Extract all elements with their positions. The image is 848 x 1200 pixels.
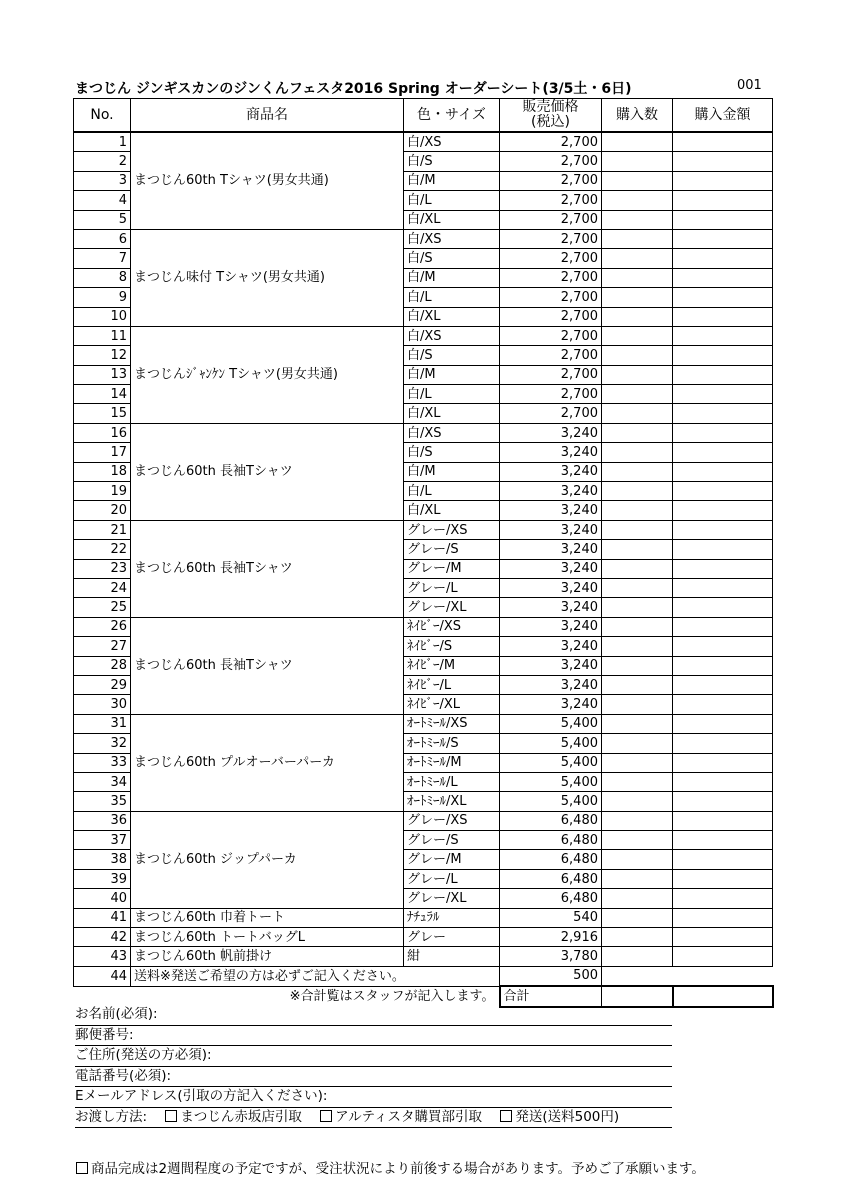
item-number: 25 bbox=[74, 598, 131, 617]
price: 3,780 bbox=[500, 947, 602, 966]
price: 2,700 bbox=[500, 132, 602, 152]
quantity-cell[interactable] bbox=[602, 928, 673, 947]
quantity-cell[interactable] bbox=[602, 385, 673, 404]
quantity-cell[interactable] bbox=[602, 753, 673, 772]
item-number: 15 bbox=[74, 404, 131, 423]
item-number: 3 bbox=[74, 171, 131, 190]
table-row bbox=[74, 326, 773, 345]
checkbox-icon[interactable] bbox=[320, 1110, 332, 1122]
product-name: まつじん60th トートバッグL bbox=[131, 928, 404, 947]
total-note: ※合計覧はスタッフが記入します。 bbox=[289, 989, 495, 1005]
item-number: 39 bbox=[74, 869, 131, 888]
color-size: 白/XS bbox=[404, 229, 500, 248]
quantity-cell[interactable] bbox=[602, 171, 673, 190]
email-field[interactable] bbox=[75, 1087, 672, 1108]
amount-cell[interactable] bbox=[673, 772, 773, 791]
amount-cell[interactable] bbox=[673, 501, 773, 520]
amount-cell[interactable] bbox=[673, 831, 773, 850]
product-name: まつじん60th 長袖Tシャツ bbox=[131, 423, 404, 520]
sheet-title: まつじん ジンギスカンのジンくんフェスタ2016 Spring オーダーシート(3/5土・6日) bbox=[75, 81, 632, 97]
color-size: ﾅﾁｭﾗﾙ bbox=[404, 908, 500, 927]
price: 3,240 bbox=[500, 462, 602, 481]
quantity-cell[interactable] bbox=[602, 598, 673, 617]
color-size: 白/S bbox=[404, 346, 500, 365]
price: 6,480 bbox=[500, 869, 602, 888]
product-name: まつじん60th 長袖Tシャツ bbox=[131, 520, 404, 617]
address-label: ご住所(発送の方必須): bbox=[75, 1047, 212, 1063]
amount-cell[interactable] bbox=[673, 307, 773, 326]
amount-cell[interactable] bbox=[673, 908, 773, 927]
item-number: 28 bbox=[74, 656, 131, 675]
item-number: 11 bbox=[74, 326, 131, 345]
quantity-cell[interactable] bbox=[602, 559, 673, 578]
color-size: ﾈｲﾋﾞｰ/M bbox=[404, 656, 500, 675]
shipping-extra-cell bbox=[602, 966, 773, 986]
amount-cell[interactable] bbox=[673, 443, 773, 462]
quantity-cell[interactable] bbox=[602, 482, 673, 501]
color-size: ｵｰﾄﾐｰﾙ/L bbox=[404, 772, 500, 791]
quantity-cell[interactable] bbox=[602, 501, 673, 520]
color-size: 白/M bbox=[404, 462, 500, 481]
table-row bbox=[74, 908, 773, 927]
total-qty-cell[interactable] bbox=[602, 986, 673, 1006]
color-size: ｵｰﾄﾐｰﾙ/M bbox=[404, 753, 500, 772]
amount-cell[interactable] bbox=[673, 734, 773, 753]
checkbox-icon[interactable] bbox=[165, 1110, 177, 1122]
color-size: グレー/S bbox=[404, 831, 500, 850]
price: 3,240 bbox=[500, 675, 602, 694]
checkbox-icon[interactable] bbox=[500, 1110, 512, 1122]
col-header-variant: 色・サイズ bbox=[404, 99, 500, 133]
quantity-cell[interactable] bbox=[602, 520, 673, 539]
color-size: ﾈｲﾋﾞｰ/S bbox=[404, 637, 500, 656]
color-size: 白/M bbox=[404, 268, 500, 287]
price: 2,700 bbox=[500, 404, 602, 423]
item-number: 20 bbox=[74, 501, 131, 520]
price: 3,240 bbox=[500, 559, 602, 578]
item-number: 44 bbox=[74, 966, 131, 986]
item-number: 36 bbox=[74, 811, 131, 830]
item-number: 22 bbox=[74, 540, 131, 559]
table-row bbox=[74, 617, 773, 636]
price: 3,240 bbox=[500, 520, 602, 539]
item-number: 5 bbox=[74, 210, 131, 229]
amount-cell[interactable] bbox=[673, 792, 773, 811]
col-header-no: No. bbox=[74, 99, 131, 133]
price: 5,400 bbox=[500, 753, 602, 772]
color-size: 紺 bbox=[404, 947, 500, 966]
amount-cell[interactable] bbox=[673, 675, 773, 694]
quantity-cell[interactable] bbox=[602, 423, 673, 442]
quantity-cell[interactable] bbox=[602, 462, 673, 481]
amount-cell[interactable] bbox=[673, 482, 773, 501]
item-number: 17 bbox=[74, 443, 131, 462]
amount-cell[interactable] bbox=[673, 811, 773, 830]
amount-cell[interactable] bbox=[673, 869, 773, 888]
quantity-cell[interactable] bbox=[602, 229, 673, 248]
item-number: 34 bbox=[74, 772, 131, 791]
item-number: 4 bbox=[74, 191, 131, 210]
price: 3,240 bbox=[500, 501, 602, 520]
amount-cell[interactable] bbox=[673, 346, 773, 365]
phone-field[interactable] bbox=[75, 1067, 672, 1088]
color-size: ｵｰﾄﾐｰﾙ/S bbox=[404, 734, 500, 753]
item-number: 24 bbox=[74, 578, 131, 597]
order-table bbox=[73, 98, 774, 1008]
amount-cell[interactable] bbox=[673, 365, 773, 384]
col-header-amount: 購入金額 bbox=[673, 99, 773, 133]
price: 5,400 bbox=[500, 714, 602, 733]
postal-code-label: 郵便番号: bbox=[75, 1026, 134, 1043]
color-size: ﾈｲﾋﾞｰ/XL bbox=[404, 695, 500, 714]
quantity-cell[interactable] bbox=[602, 288, 673, 307]
delivery-method bbox=[75, 1108, 672, 1129]
delivery-label: お渡し方法: bbox=[75, 1108, 148, 1125]
item-number: 41 bbox=[74, 908, 131, 927]
price: 6,480 bbox=[500, 889, 602, 908]
color-size: ｵｰﾄﾐｰﾙ/XS bbox=[404, 714, 500, 733]
color-size: グレー/M bbox=[404, 559, 500, 578]
shipping-label: 送料※発送ご希望の方は必ずご記入ください。 bbox=[131, 966, 500, 986]
quantity-cell[interactable] bbox=[602, 443, 673, 462]
delivery-option-label: まつじん赤坂店引取 bbox=[180, 1108, 302, 1125]
color-size: グレー bbox=[404, 928, 500, 947]
color-size: 白/M bbox=[404, 365, 500, 384]
price: 2,700 bbox=[500, 229, 602, 248]
amount-cell[interactable] bbox=[673, 385, 773, 404]
item-number: 29 bbox=[74, 675, 131, 694]
price: 3,240 bbox=[500, 482, 602, 501]
item-number: 37 bbox=[74, 831, 131, 850]
color-size: 白/S bbox=[404, 249, 500, 268]
quantity-cell[interactable] bbox=[602, 889, 673, 908]
item-number: 10 bbox=[74, 307, 131, 326]
amount-cell[interactable] bbox=[673, 637, 773, 656]
item-number: 43 bbox=[74, 947, 131, 966]
color-size: 白/XL bbox=[404, 210, 500, 229]
item-number: 14 bbox=[74, 385, 131, 404]
quantity-cell[interactable] bbox=[602, 249, 673, 268]
col-header-qty: 購入数 bbox=[602, 99, 673, 133]
quantity-cell[interactable] bbox=[602, 617, 673, 636]
item-number: 6 bbox=[74, 229, 131, 248]
price: 3,240 bbox=[500, 578, 602, 597]
color-size: 白/M bbox=[404, 171, 500, 190]
price: 2,700 bbox=[500, 210, 602, 229]
table-row bbox=[74, 132, 773, 152]
color-size: グレー/S bbox=[404, 540, 500, 559]
amount-cell[interactable] bbox=[673, 171, 773, 190]
email-label: Eメールアドレス(引取の方記入ください): bbox=[75, 1088, 328, 1104]
name-field[interactable] bbox=[75, 1005, 672, 1026]
amount-cell[interactable] bbox=[673, 928, 773, 947]
product-name: まつじん60th Tシャツ(男女共通) bbox=[131, 132, 404, 229]
amount-cell[interactable] bbox=[673, 540, 773, 559]
amount-cell[interactable] bbox=[673, 249, 773, 268]
amount-cell[interactable] bbox=[673, 210, 773, 229]
item-number: 32 bbox=[74, 734, 131, 753]
amount-cell[interactable] bbox=[673, 423, 773, 442]
item-number: 23 bbox=[74, 559, 131, 578]
price: 2,916 bbox=[500, 928, 602, 947]
table-row bbox=[74, 928, 773, 947]
table-row bbox=[74, 811, 773, 830]
price: 3,240 bbox=[500, 656, 602, 675]
item-number: 8 bbox=[74, 268, 131, 287]
product-name: まつじん60th ジップパーカ bbox=[131, 811, 404, 908]
quantity-cell[interactable] bbox=[602, 346, 673, 365]
quantity-cell[interactable] bbox=[602, 637, 673, 656]
price: 2,700 bbox=[500, 365, 602, 384]
quantity-cell[interactable] bbox=[602, 578, 673, 597]
amount-cell[interactable] bbox=[673, 617, 773, 636]
color-size: 白/L bbox=[404, 288, 500, 307]
amount-cell[interactable] bbox=[673, 714, 773, 733]
quantity-cell[interactable] bbox=[602, 404, 673, 423]
quantity-cell[interactable] bbox=[602, 831, 673, 850]
price: 3,240 bbox=[500, 423, 602, 442]
amount-cell[interactable] bbox=[673, 404, 773, 423]
item-number: 21 bbox=[74, 520, 131, 539]
amount-cell[interactable] bbox=[673, 191, 773, 210]
total-row bbox=[74, 986, 773, 1006]
price: 3,240 bbox=[500, 598, 602, 617]
color-size: 白/XS bbox=[404, 132, 500, 152]
color-size: ﾈｲﾋﾞｰ/XS bbox=[404, 617, 500, 636]
amount-cell[interactable] bbox=[673, 598, 773, 617]
item-number: 7 bbox=[74, 249, 131, 268]
price: 2,700 bbox=[500, 346, 602, 365]
table-row bbox=[74, 947, 773, 966]
color-size: 白/S bbox=[404, 152, 500, 171]
amount-cell[interactable] bbox=[673, 559, 773, 578]
item-number: 38 bbox=[74, 850, 131, 869]
item-number: 2 bbox=[74, 152, 131, 171]
price: 2,700 bbox=[500, 288, 602, 307]
color-size: 白/L bbox=[404, 482, 500, 501]
amount-cell[interactable] bbox=[673, 753, 773, 772]
item-number: 31 bbox=[74, 714, 131, 733]
price: 2,700 bbox=[500, 385, 602, 404]
quantity-cell[interactable] bbox=[602, 326, 673, 345]
amount-cell[interactable] bbox=[673, 947, 773, 966]
shipping-row bbox=[74, 966, 773, 986]
total-amount-cell[interactable] bbox=[673, 986, 773, 1006]
delivery-option-artista[interactable] bbox=[320, 1109, 482, 1125]
quantity-cell[interactable] bbox=[602, 152, 673, 171]
product-name: まつじん60th 長袖Tシャツ bbox=[131, 617, 404, 714]
footnote bbox=[76, 1157, 705, 1177]
document-number: 001 bbox=[737, 78, 762, 93]
color-size: 白/S bbox=[404, 443, 500, 462]
price: 5,400 bbox=[500, 792, 602, 811]
table-row bbox=[74, 714, 773, 733]
col-header-product: 商品名 bbox=[131, 99, 404, 133]
item-number: 1 bbox=[74, 132, 131, 152]
color-size: ｵｰﾄﾐｰﾙ/XL bbox=[404, 792, 500, 811]
amount-cell[interactable] bbox=[673, 288, 773, 307]
price: 3,240 bbox=[500, 443, 602, 462]
product-name: まつじん味付 Tシャツ(男女共通) bbox=[131, 229, 404, 326]
quantity-cell[interactable] bbox=[602, 191, 673, 210]
item-number: 42 bbox=[74, 928, 131, 947]
color-size: 白/XL bbox=[404, 307, 500, 326]
item-number: 18 bbox=[74, 462, 131, 481]
item-number: 35 bbox=[74, 792, 131, 811]
quantity-cell[interactable] bbox=[602, 869, 673, 888]
color-size: ﾈｲﾋﾞｰ/L bbox=[404, 675, 500, 694]
quantity-cell[interactable] bbox=[602, 734, 673, 753]
price: 6,480 bbox=[500, 850, 602, 869]
color-size: 白/XL bbox=[404, 404, 500, 423]
amount-cell[interactable] bbox=[673, 326, 773, 345]
amount-cell[interactable] bbox=[673, 462, 773, 481]
amount-cell[interactable] bbox=[673, 520, 773, 539]
product-name: まつじんｼﾞｬﾝｹﾝ Tシャツ(男女共通) bbox=[131, 326, 404, 423]
price: 2,700 bbox=[500, 326, 602, 345]
checkbox-icon bbox=[76, 1162, 88, 1174]
color-size: 白/L bbox=[404, 385, 500, 404]
price: 3,240 bbox=[500, 540, 602, 559]
quantity-cell[interactable] bbox=[602, 365, 673, 384]
amount-cell[interactable] bbox=[673, 656, 773, 675]
item-number: 9 bbox=[74, 288, 131, 307]
amount-cell[interactable] bbox=[673, 268, 773, 287]
price: 2,700 bbox=[500, 268, 602, 287]
quantity-cell[interactable] bbox=[602, 307, 673, 326]
quantity-cell[interactable] bbox=[602, 714, 673, 733]
price: 6,480 bbox=[500, 831, 602, 850]
color-size: グレー/XS bbox=[404, 520, 500, 539]
color-size: グレー/L bbox=[404, 869, 500, 888]
quantity-cell[interactable] bbox=[602, 772, 673, 791]
price: 3,240 bbox=[500, 617, 602, 636]
table-row bbox=[74, 423, 773, 442]
quantity-cell[interactable] bbox=[602, 695, 673, 714]
price: 2,700 bbox=[500, 307, 602, 326]
color-size: 白/L bbox=[404, 191, 500, 210]
quantity-cell[interactable] bbox=[602, 268, 673, 287]
footnote-text: 商品完成は2週間程度の予定ですが、受注状況により前後する場合があります。予めご了承願います。 bbox=[91, 1161, 705, 1177]
address-field[interactable] bbox=[75, 1046, 672, 1067]
delivery-option-akasaka[interactable] bbox=[165, 1109, 302, 1125]
amount-cell[interactable] bbox=[673, 850, 773, 869]
item-number: 13 bbox=[74, 365, 131, 384]
price: 2,700 bbox=[500, 191, 602, 210]
color-size: グレー/XS bbox=[404, 811, 500, 830]
item-number: 27 bbox=[74, 637, 131, 656]
order-body bbox=[74, 132, 773, 1007]
name-field-label: お名前(必須): bbox=[75, 1006, 158, 1022]
price: 5,400 bbox=[500, 734, 602, 753]
quantity-cell[interactable] bbox=[602, 210, 673, 229]
col-header-price: 販売価格 (税込) bbox=[500, 99, 602, 133]
amount-cell[interactable] bbox=[673, 229, 773, 248]
postal-code-field[interactable] bbox=[75, 1026, 672, 1047]
table-row bbox=[74, 520, 773, 539]
item-number: 12 bbox=[74, 346, 131, 365]
table-header-row bbox=[74, 99, 773, 133]
quantity-cell[interactable] bbox=[602, 540, 673, 559]
price: 3,240 bbox=[500, 695, 602, 714]
price: 500 bbox=[500, 966, 602, 986]
quantity-cell[interactable] bbox=[602, 947, 673, 966]
quantity-cell[interactable] bbox=[602, 792, 673, 811]
product-name: まつじん60th プルオーバーパーカ bbox=[131, 714, 404, 811]
delivery-option-label: アルティスタ購買部引取 bbox=[335, 1108, 483, 1125]
quantity-cell[interactable] bbox=[602, 675, 673, 694]
table-row bbox=[74, 229, 773, 248]
item-number: 19 bbox=[74, 482, 131, 501]
quantity-cell[interactable] bbox=[602, 908, 673, 927]
color-size: 白/XS bbox=[404, 326, 500, 345]
color-size: グレー/M bbox=[404, 850, 500, 869]
price: 3,240 bbox=[500, 637, 602, 656]
color-size: グレー/XL bbox=[404, 889, 500, 908]
amount-cell[interactable] bbox=[673, 889, 773, 908]
color-size: 白/XS bbox=[404, 423, 500, 442]
price: 2,700 bbox=[500, 152, 602, 171]
item-number: 33 bbox=[74, 753, 131, 772]
quantity-cell[interactable] bbox=[602, 850, 673, 869]
total-label: 合計 bbox=[500, 986, 602, 1006]
item-number: 16 bbox=[74, 423, 131, 442]
item-number: 26 bbox=[74, 617, 131, 636]
quantity-cell[interactable] bbox=[602, 132, 673, 152]
price: 5,400 bbox=[500, 772, 602, 791]
quantity-cell[interactable] bbox=[602, 811, 673, 830]
phone-label: 電話番号(必須): bbox=[75, 1067, 172, 1084]
price: 2,700 bbox=[500, 249, 602, 268]
delivery-option-shipping[interactable] bbox=[500, 1109, 619, 1125]
customer-fields bbox=[75, 1005, 672, 1128]
price: 2,700 bbox=[500, 171, 602, 190]
product-name: まつじん60th 巾着トート bbox=[131, 908, 404, 927]
amount-cell[interactable] bbox=[673, 695, 773, 714]
product-name: まつじん60th 帆前掛け bbox=[131, 947, 404, 966]
color-size: 白/XL bbox=[404, 501, 500, 520]
item-number: 40 bbox=[74, 889, 131, 908]
price: 540 bbox=[500, 908, 602, 927]
price: 6,480 bbox=[500, 811, 602, 830]
amount-cell[interactable] bbox=[673, 578, 773, 597]
delivery-option-label: 発送(送料500円) bbox=[515, 1108, 620, 1125]
quantity-cell[interactable] bbox=[602, 656, 673, 675]
color-size: グレー/L bbox=[404, 578, 500, 597]
color-size: グレー/XL bbox=[404, 598, 500, 617]
amount-cell[interactable] bbox=[673, 132, 773, 152]
item-number: 30 bbox=[74, 695, 131, 714]
amount-cell[interactable] bbox=[673, 152, 773, 171]
